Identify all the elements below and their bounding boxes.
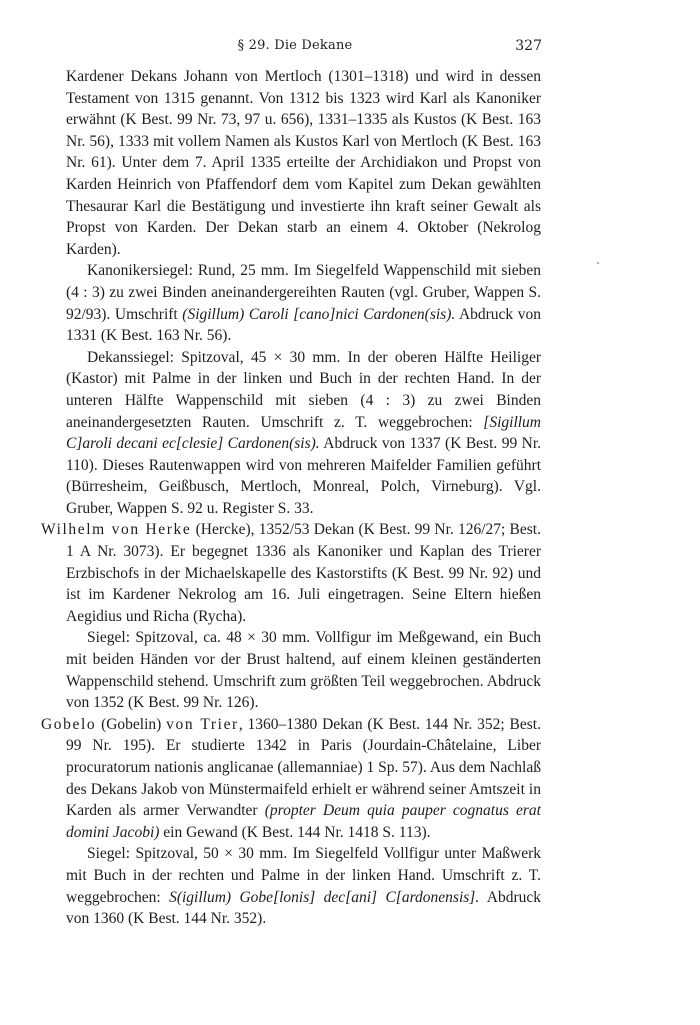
entry-name-origin: von Trier [166, 715, 239, 733]
entry-gobelo-von-trier [41, 714, 541, 844]
quotation: (propter Deum quia pauper cognatus erat domini Jacobi) [66, 802, 541, 841]
entry-paragraph: Gobelo (Gobelin) von Trier, 1360–1380 Dekan (K Best. 144 Nr. 352; Best. 99 Nr. 195). Er studierte 1342 in Paris (Jourdain-Châtelaine, Liber procuratorum nationis anglicanae (allemanniae) 1 Sp. 57). Aus dem Nachlaß des Dekans Jakob von Münstermaifeld erhielt er während seiner Amtszeit in Karden als armer Verwandter (propter Deum quia pauper cognatus erat domini Jacobi) ein Gewand (K Best. 144 Nr. 1418 S. 113). [41, 715, 541, 841]
entry-name: Wilhelm von Herke [41, 521, 192, 539]
seal-inscription: S(igillum) Gobe[lonis] dec[ani] C[ardonensis]. [169, 888, 480, 906]
running-head [0, 38, 700, 58]
entry-wilhelm-von-herke [41, 519, 541, 627]
entry-name: Gobelo [41, 715, 97, 733]
entry-paragraph: Wilhelm von Herke (Hercke), 1352/53 Dekan (K Best. 99 Nr. 126/27; Best. 1 A Nr. 3073). Er begegnet 1336 als Kanoniker und Kaplan des Trierer Erzbischofs in der Michaelskapelle des Kastorstifts (K Best. 99 Nr. 92) und ist im Kardener Nekrolog am 16. Juli eingetragen. Seine Eltern hießen Aegidius und Richa (Rycha). [41, 521, 541, 625]
seal-inscription: [Sigillum C]aroli decani ec[clesie] Cardonen(sis). [66, 413, 541, 453]
seal-inscription: (Sigillum) Caroli [cano]nici Cardonen(sis). [182, 305, 456, 323]
section-title: § 29. Die Dekane [237, 38, 353, 53]
paragraph-dekanssiegel: Dekanssiegel: Spitzoval, 45 × 30 mm. In der oberen Hälfte Heiliger (Kastor) mit Palme in der linken und Buch in der rechten Hand. In der unteren Hälfte Wappenschild mit sieben (4 : 3) zu zwei Binden aneinandergesetzten Rauten. Umschrift z. T. weggebrochen: [Sigillum C]aroli decani ec[clesie] Cardonen(sis). Abdruck von 1337 (K Best. 99 Nr. 110). Dieses Rautenwappen wird von mehreren Maifelder Familien geführt (Bürresheim, Geißbusch, Mertloch, Monreal, Polch, Virneburg). Vgl. Gruber, Wappen S. 92 u. Register S. 33. [66, 348, 542, 517]
paragraph-karl-continued: Kardener Dekans Johann von Mertloch (1301–1318) und wird in dessen Testament von 1315 genannt. Von 1312 bis 1323 wird Karl als Kanoniker erwähnt (K Best. 99 Nr. 73, 97 u. 656), 1331–1335 als Kustos (K Best. 163 Nr. 56), 1333 mit vollem Namen als Kustos Karl von Mertloch (K Best. 163 Nr. 61). Unter dem 7. April 1335 erteilte der Archidiakon und Propst von Karden Heinrich von Pfaffendorf dem vom Kapitel zum Dekan gewählten Thesaurar Karl die Bestätigung und investierte ihn kraft seiner Gewalt als Propst von Karden. Der Dekan starb an einem 4. Oktober (Nekrolog Karden). [66, 68, 541, 258]
paragraph-siegel-gobelo: Siegel: Spitzoval, 50 × 30 mm. Im Siegelfeld Vollfigur unter Maßwerk mit Buch in der rechten und Palme in der linken Hand. Umschrift z. T. weggebrochen: S(igillum) Gobe[lonis] dec[ani] C[ardonensis]. Abdruck von 1360 (K Best. 144 Nr. 352). [66, 845, 541, 928]
paragraph-siegel-wilhelm: Siegel: Spitzoval, ca. 48 × 30 mm. Vollfigur im Meßgewand, ein Buch mit beiden Händen vor der Brust haltend, auf einem kleinen geständerten Wappenschild stehend. Umschrift zum größten Teil weggebrochen. Abdruck von 1352 (K Best. 99 Nr. 126). [66, 629, 541, 712]
body-text [41, 66, 542, 930]
margin-speck [597, 262, 599, 264]
paragraph-kanonikersiegel: Kanonikersiegel: Rund, 25 mm. Im Siegelfeld Wappenschild mit sieben (4 : 3) zu zwei Binden aneinandergereihten Rauten (vgl. Gruber, Wappen S. 92/93). Umschrift (Sigillum) Caroli [cano]nici Cardonen(sis). Abdruck von 1331 (K Best. 163 Nr. 56). [66, 262, 541, 345]
page-number: 327 [515, 38, 542, 54]
